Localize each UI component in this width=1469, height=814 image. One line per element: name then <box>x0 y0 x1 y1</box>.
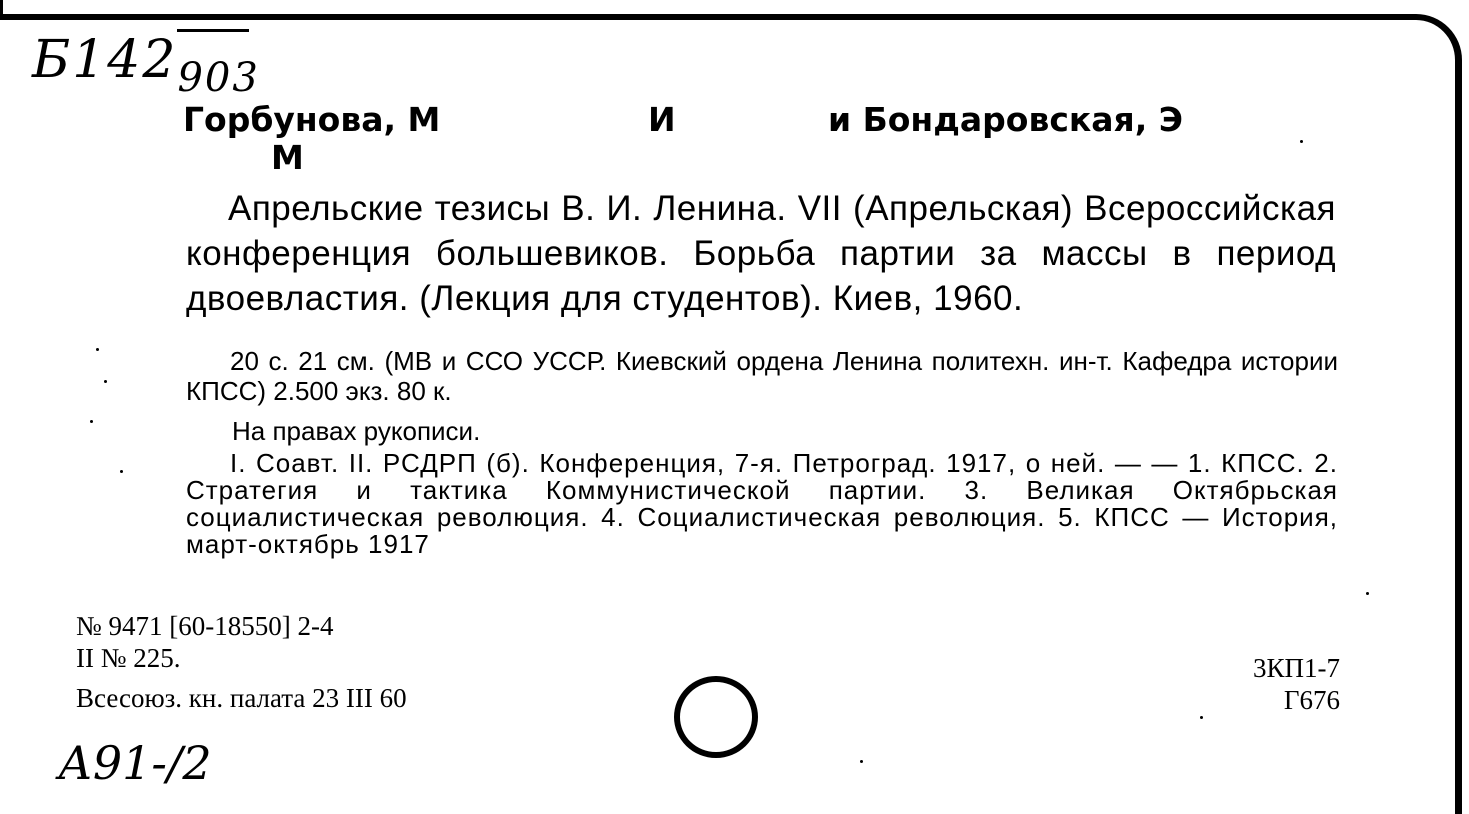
subject-headings: I. Соавт. II. РСДРП (б). Конференция, 7-я. Петроград. 1917, о ней. — — 1. КПСС. 2. Стратегия и тактика Коммунистической партии. 3. Великая Октябрьская социалистическая революция. 4. Социалистическая революция. 5. КПСС — История, март-октябрь 1917 <box>186 448 1338 559</box>
handwritten-fraction-wrap <box>177 55 259 101</box>
handwritten-fraction: 903 <box>177 55 260 101</box>
card-footer-left <box>76 610 407 714</box>
work-title: Апрельские тезисы В. И. Ленина. VII (Апрельская) Всероссийская конференция большевиков. Борьба партии за массы в период двоевластия. (Лекция для студентов). Киев, 1960. <box>186 189 1336 318</box>
second-author-patronymic: М <box>271 138 304 177</box>
card-footer-right <box>1210 652 1340 716</box>
book-chamber-stamp: Всесоюз. кн. палата 23 III 60 <box>76 683 407 713</box>
first-author: Горбунова, М <box>183 100 441 139</box>
rights-note: На правах рукописи. <box>232 416 481 446</box>
card-rod-hole <box>674 676 758 758</box>
first-author-patronymic: И <box>648 100 676 139</box>
speck <box>96 348 99 351</box>
speck <box>1366 592 1369 595</box>
record-number: № 9471 [60-18550] 2-4 <box>76 611 334 641</box>
second-author: и Бондаровская, Э <box>828 100 1183 139</box>
handwritten-code: Б142 <box>32 30 178 90</box>
speck <box>120 470 123 473</box>
handwritten-bottom-code: А91-/2 <box>58 736 212 790</box>
classification-code: 3КП1-7 <box>1253 653 1340 683</box>
speck <box>1300 140 1303 143</box>
handwritten-call-number <box>32 30 260 101</box>
speck <box>90 420 93 423</box>
physical-description: 20 с. 21 см. (МВ и ССО УССР. Киевский ордена Ленина политехн. ин-т. Кафедра истории КПСС) 2.500 экз. 80 к. <box>186 346 1338 406</box>
author-mark: Г676 <box>1283 685 1340 715</box>
speck <box>860 760 863 763</box>
series-number: II № 225. <box>76 643 181 673</box>
fraction-bar <box>177 29 249 32</box>
speck <box>1200 716 1203 719</box>
speck <box>104 380 107 383</box>
